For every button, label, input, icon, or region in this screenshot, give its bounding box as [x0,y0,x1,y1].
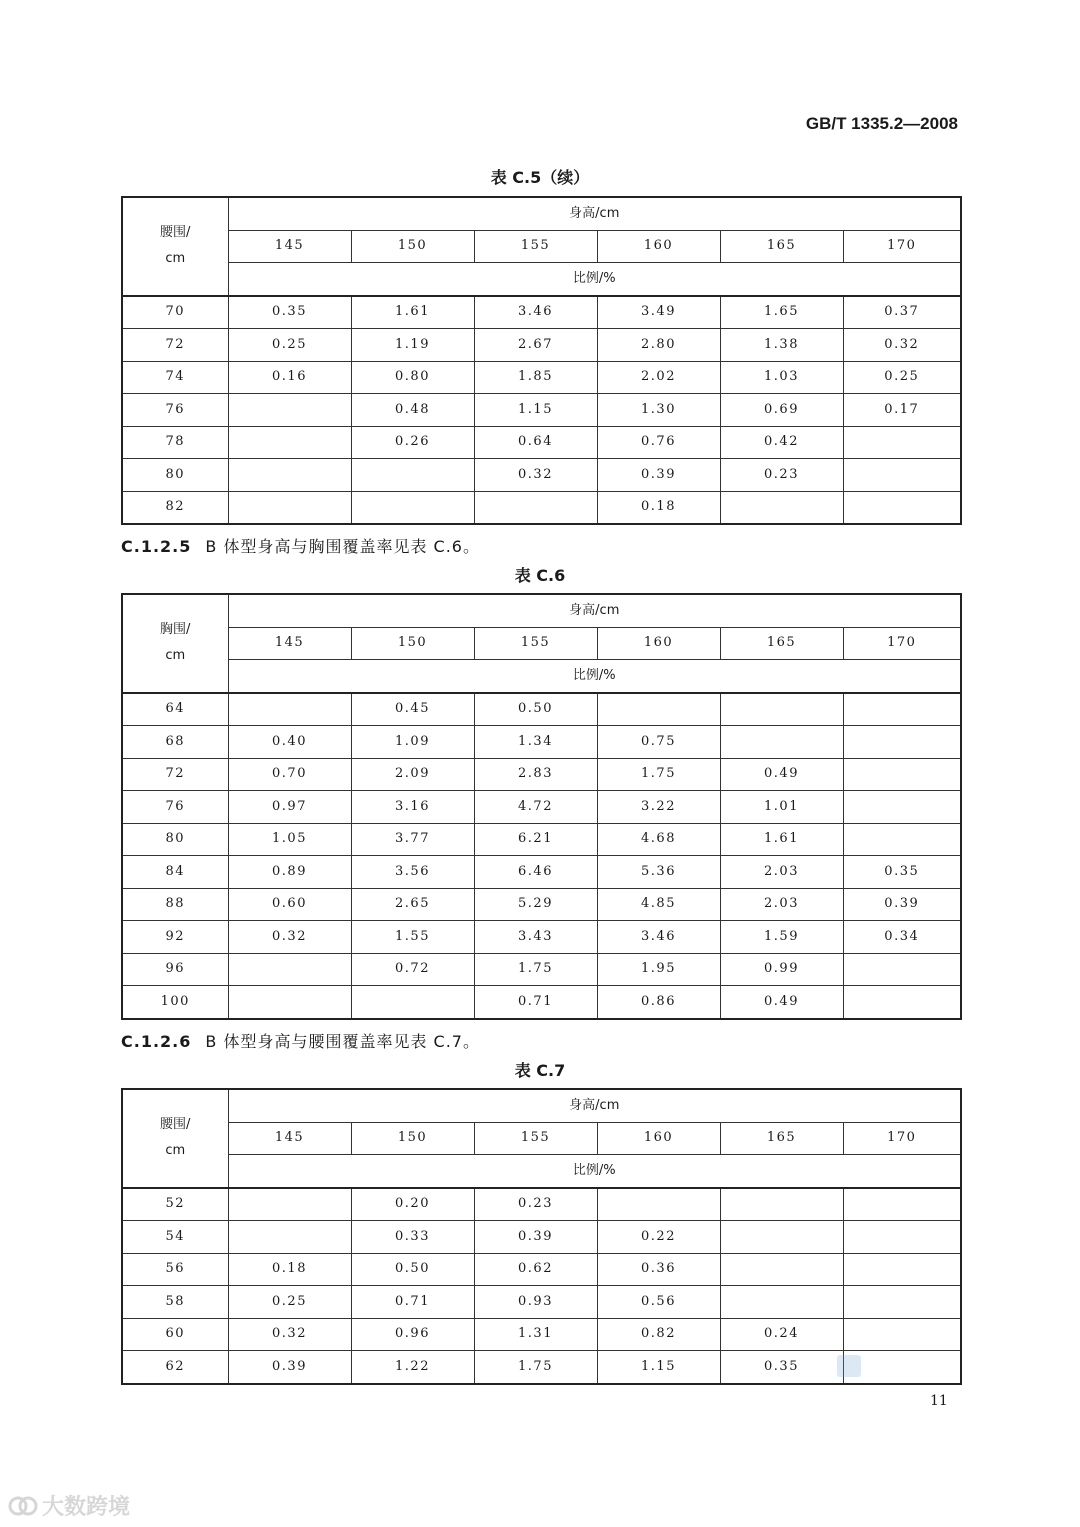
height-column-header: 145 [228,230,351,263]
table-cell [843,426,961,459]
table-cell: 0.48 [351,394,474,427]
table-cell: 3.16 [351,791,474,824]
table-cell [228,1188,351,1221]
table-cell [228,491,351,524]
height-column-header: 150 [351,627,474,660]
table-row [122,758,961,791]
table-cell [720,1253,843,1286]
table-cell: 1.15 [597,1351,720,1384]
table-cell [843,986,961,1019]
table-cell: 1.95 [597,953,720,986]
table-cell [228,953,351,986]
table-cell: 0.45 [351,693,474,726]
table-cell: 2.03 [720,856,843,889]
table-row [122,394,961,427]
height-column-header: 155 [474,627,597,660]
table-cell: 0.25 [843,361,961,394]
table-cell: 0.49 [720,986,843,1019]
table-cell: 0.32 [843,329,961,362]
table-row [122,823,961,856]
row-header-unit: cm [165,1143,186,1159]
table-row [122,1188,961,1221]
table-cell: 1.01 [720,791,843,824]
table-row [122,921,961,954]
row-label: 62 [122,1351,228,1384]
table-c7 [121,1088,962,1385]
table-cell: 1.34 [474,726,597,759]
row-label: 58 [122,1286,228,1319]
row-header-unit: cm [165,648,186,664]
table-cell [843,1221,961,1254]
table-cell: 0.96 [351,1318,474,1351]
row-label: 80 [122,823,228,856]
table-cell: 5.29 [474,888,597,921]
table-cell [843,1188,961,1221]
clause-c126 [121,1029,480,1052]
table-cell: 2.80 [597,329,720,362]
table-cell [228,394,351,427]
table-cell [843,1286,961,1319]
table-c7-caption: 表 C.7 [514,1061,566,1080]
table-row [122,296,961,329]
table-row [122,888,961,921]
table-cell [843,459,961,492]
table-cell: 1.30 [597,394,720,427]
height-column-header: 160 [597,627,720,660]
table-cell: 1.22 [351,1351,474,1384]
table-cell: 0.32 [228,1318,351,1351]
row-header-label: 腰围/ [160,1117,191,1133]
table-cell: 0.23 [474,1188,597,1221]
table-cell: 2.02 [597,361,720,394]
height-group-header: 身高/cm [228,594,961,627]
table-c6-caption: 表 C.6 [514,566,566,585]
row-label: 82 [122,491,228,524]
table-cell: 0.80 [351,361,474,394]
ratio-unit-header: 比例/% [228,263,961,296]
row-label: 74 [122,361,228,394]
table-cell: 0.50 [474,693,597,726]
table-row [122,693,961,726]
table-cell: 3.43 [474,921,597,954]
row-label: 76 [122,394,228,427]
table-cell: 1.38 [720,329,843,362]
table-cell: 1.09 [351,726,474,759]
table-cell [843,693,961,726]
row-label: 54 [122,1221,228,1254]
row-label: 80 [122,459,228,492]
table-row [122,329,961,362]
table-cell: 1.19 [351,329,474,362]
table-cell: 1.55 [351,921,474,954]
table-cell: 0.49 [720,758,843,791]
table-cell: 3.22 [597,791,720,824]
height-column-header: 165 [720,1122,843,1155]
table-cell: 0.97 [228,791,351,824]
table-c6 [121,593,962,1020]
table-cell: 0.60 [228,888,351,921]
table-cell: 0.75 [597,726,720,759]
row-header-unit: cm [165,251,186,267]
table-cell: 1.75 [474,1351,597,1384]
table-cell: 1.59 [720,921,843,954]
height-column-header: 170 [843,1122,961,1155]
table-cell: 0.39 [228,1351,351,1384]
table-cell: 0.86 [597,986,720,1019]
stamp-icon [836,1354,862,1378]
row-label: 76 [122,791,228,824]
table-c5 [121,196,962,525]
clause-c125 [121,534,480,557]
table-cell: 0.16 [228,361,351,394]
table-cell: 2.65 [351,888,474,921]
row-header-label: 腰围/ [160,225,191,241]
clause-number: C.1.2.6 [121,1032,192,1051]
document-code: GB/T 1335.2—2008 [805,114,958,133]
row-label: 100 [122,986,228,1019]
table-cell: 0.62 [474,1253,597,1286]
table-cell: 0.25 [228,329,351,362]
table-cell [228,986,351,1019]
row-label: 84 [122,856,228,889]
row-label: 60 [122,1318,228,1351]
clause-text: B 体型身高与胸围覆盖率见表 C.6。 [205,537,480,556]
table-cell [228,1221,351,1254]
table-cell [843,758,961,791]
table-cell [597,1188,720,1221]
table-row [122,459,961,492]
row-label: 52 [122,1188,228,1221]
table-cell: 2.67 [474,329,597,362]
table-cell: 0.69 [720,394,843,427]
table-cell: 0.42 [720,426,843,459]
table-cell: 0.22 [597,1221,720,1254]
table-cell: 0.18 [228,1253,351,1286]
table-row [122,1286,961,1319]
table-cell: 0.17 [843,394,961,427]
watermark-text: 大数跨境 [42,1495,131,1520]
table-cell [720,1188,843,1221]
table-cell: 0.39 [597,459,720,492]
table-cell: 0.76 [597,426,720,459]
height-column-header: 155 [474,230,597,263]
table-cell: 1.31 [474,1318,597,1351]
clause-text: B 体型身高与腰围覆盖率见表 C.7。 [205,1032,480,1051]
table-cell: 0.20 [351,1188,474,1221]
table-cell: 2.83 [474,758,597,791]
ratio-unit-header: 比例/% [228,660,961,693]
table-cell: 3.46 [597,921,720,954]
height-column-header: 145 [228,1122,351,1155]
row-header-label: 胸围/ [160,622,191,638]
table-cell [843,823,961,856]
table-cell: 0.33 [351,1221,474,1254]
table-cell: 0.56 [597,1286,720,1319]
table-cell [351,491,474,524]
table-row [122,1318,961,1351]
table-c5-caption: 表 C.5（续） [490,168,590,187]
table-cell [597,693,720,726]
height-column-header: 155 [474,1122,597,1155]
table-row [122,361,961,394]
row-label: 92 [122,921,228,954]
row-label: 64 [122,693,228,726]
table-row [122,856,961,889]
table-cell: 4.85 [597,888,720,921]
watermark [8,1490,130,1521]
table-cell: 1.03 [720,361,843,394]
table-cell: 1.05 [228,823,351,856]
row-label: 68 [122,726,228,759]
table-cell [843,953,961,986]
table-cell: 0.36 [597,1253,720,1286]
table-cell: 5.36 [597,856,720,889]
table-cell: 0.37 [843,296,961,329]
table-cell [228,459,351,492]
height-group-header: 身高/cm [228,1089,961,1122]
height-group-header: 身高/cm [228,197,961,230]
table-cell: 2.09 [351,758,474,791]
table-cell: 1.75 [474,953,597,986]
table-cell: 0.50 [351,1253,474,1286]
row-header-cell [122,594,228,693]
table-cell: 0.39 [474,1221,597,1254]
height-column-header: 170 [843,627,961,660]
table-row [122,986,961,1019]
table-cell: 0.89 [228,856,351,889]
height-column-header: 145 [228,627,351,660]
table-cell: 3.77 [351,823,474,856]
row-label: 96 [122,953,228,986]
clause-number: C.1.2.5 [121,537,192,556]
table-row [122,426,961,459]
table-row [122,1221,961,1254]
table-cell: 3.46 [474,296,597,329]
table-cell: 3.56 [351,856,474,889]
row-label: 70 [122,296,228,329]
row-header-cell [122,1089,228,1188]
table-cell: 0.71 [474,986,597,1019]
height-column-header: 165 [720,230,843,263]
table-cell [843,726,961,759]
table-cell [720,491,843,524]
table-cell: 3.49 [597,296,720,329]
table-cell: 0.23 [720,459,843,492]
table-cell: 1.75 [597,758,720,791]
row-label: 56 [122,1253,228,1286]
table-cell: 0.26 [351,426,474,459]
table-cell: 0.39 [843,888,961,921]
table-cell: 1.61 [351,296,474,329]
table-cell: 4.72 [474,791,597,824]
table-cell: 6.21 [474,823,597,856]
table-cell: 0.32 [474,459,597,492]
row-label: 88 [122,888,228,921]
table-cell: 0.24 [720,1318,843,1351]
table-cell: 0.71 [351,1286,474,1319]
table-row [122,791,961,824]
height-column-header: 170 [843,230,961,263]
table-cell: 0.99 [720,953,843,986]
table-cell: 6.46 [474,856,597,889]
row-header-cell [122,197,228,296]
table-row [122,491,961,524]
table-cell: 4.68 [597,823,720,856]
height-column-header: 160 [597,1122,720,1155]
table-cell: 1.15 [474,394,597,427]
table-cell: 0.18 [597,491,720,524]
row-label: 72 [122,758,228,791]
table-cell [843,1253,961,1286]
table-cell: 0.25 [228,1286,351,1319]
table-row [122,953,961,986]
table-cell: 0.82 [597,1318,720,1351]
table-cell: 1.85 [474,361,597,394]
table-cell: 1.65 [720,296,843,329]
table-cell: 0.35 [720,1351,843,1384]
table-cell: 0.32 [228,921,351,954]
table-cell [351,986,474,1019]
table-cell [843,491,961,524]
table-cell [843,791,961,824]
table-cell [351,459,474,492]
table-cell: 2.03 [720,888,843,921]
table-cell: 0.34 [843,921,961,954]
table-cell [720,726,843,759]
table-cell [474,491,597,524]
table-cell: 0.40 [228,726,351,759]
table-cell: 1.61 [720,823,843,856]
row-label: 78 [122,426,228,459]
table-cell: 0.35 [228,296,351,329]
table-cell: 0.72 [351,953,474,986]
table-cell [228,693,351,726]
table-cell: 0.93 [474,1286,597,1319]
table-cell [843,1318,961,1351]
ratio-unit-header: 比例/% [228,1155,961,1188]
row-label: 72 [122,329,228,362]
table-cell: 0.35 [843,856,961,889]
height-column-header: 160 [597,230,720,263]
watermark-logo-icon [8,1495,38,1517]
table-cell [720,1286,843,1319]
table-cell: 0.70 [228,758,351,791]
table-cell [228,426,351,459]
table-cell: 0.64 [474,426,597,459]
height-column-header: 150 [351,1122,474,1155]
table-cell [720,693,843,726]
table-cell [720,1221,843,1254]
page-number: 11 [930,1393,948,1409]
table-row [122,1253,961,1286]
table-row [122,726,961,759]
height-column-header: 150 [351,230,474,263]
height-column-header: 165 [720,627,843,660]
